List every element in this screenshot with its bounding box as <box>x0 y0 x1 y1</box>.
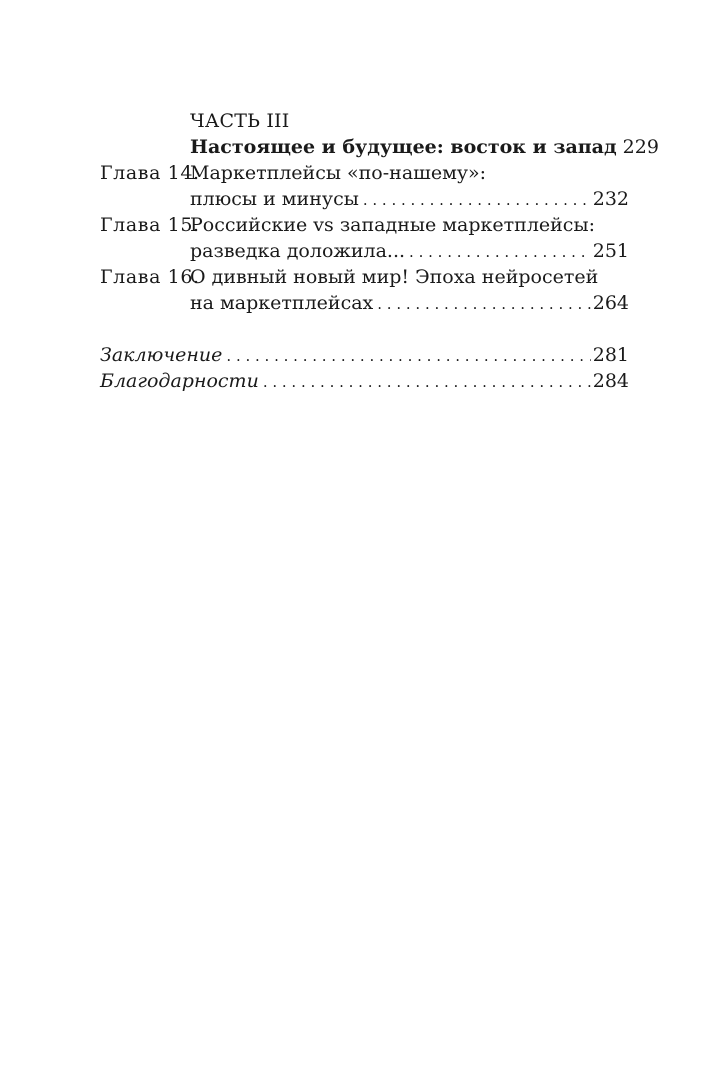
chapter-prefix: Глава 14. <box>100 162 200 184</box>
back-matter-line <box>100 342 629 369</box>
part-title: Настоящее и будущее: восток и запад <box>190 136 617 158</box>
chapter-entry <box>100 160 629 186</box>
page-number: 264 <box>592 292 629 314</box>
back-matter-entry <box>100 342 629 368</box>
chapter-title-line <box>190 186 629 213</box>
chapter-entry <box>100 264 629 290</box>
chapter-entry-continued <box>100 238 629 264</box>
chapter-title-line <box>190 264 629 290</box>
page-number: 281 <box>592 344 629 366</box>
dot-leader <box>226 343 590 369</box>
page-number: 251 <box>592 240 629 262</box>
dot-leader <box>263 369 591 395</box>
chapter-title-line <box>190 238 629 265</box>
chapter-title: Российские vs западные маркетплейсы: <box>190 214 595 236</box>
chapter-title-line <box>190 290 629 317</box>
back-matter-title: Заключение <box>100 344 223 366</box>
back-matter-title: Благодарности <box>100 370 259 392</box>
chapter-title: плюсы и минусы <box>190 188 359 210</box>
chapter-title: О дивный новый мир! Эпоха нейросетей <box>190 266 599 288</box>
back-matter-line <box>100 368 629 395</box>
chapter-title: разведка доложила... <box>190 240 406 262</box>
chapter-entry <box>100 212 629 238</box>
chapter-entry-continued <box>100 290 629 316</box>
chapter-prefix: Глава 16. <box>100 266 200 288</box>
chapter-entry-continued <box>100 186 629 212</box>
chapter-title: Маркетплейсы «по-нашему»: <box>190 162 487 184</box>
page-number: 229 <box>622 136 659 158</box>
part-title-line <box>190 134 659 161</box>
chapter-title-line <box>190 212 629 238</box>
page-number: 284 <box>592 370 629 392</box>
page-number: 232 <box>592 188 629 210</box>
chapter-title: на маркетплейсах <box>190 292 374 314</box>
part-label: ЧАСТЬ III <box>190 110 290 132</box>
dot-leader <box>377 291 590 317</box>
back-matter-entry <box>100 368 629 394</box>
chapter-title-line <box>190 160 629 186</box>
dot-leader <box>363 187 591 213</box>
dot-leader <box>409 239 591 265</box>
chapter-prefix: Глава 15. <box>100 214 200 236</box>
part-entry <box>100 134 659 160</box>
